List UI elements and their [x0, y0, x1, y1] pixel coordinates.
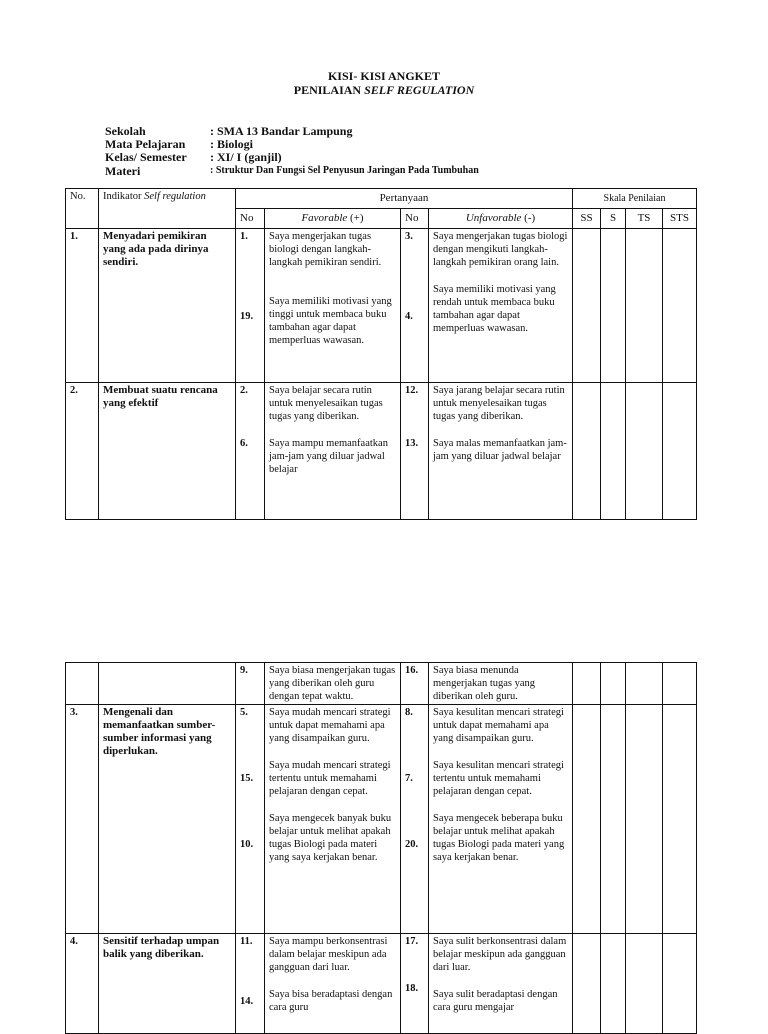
fav-statements [265, 383, 401, 520]
fav-numbers [236, 663, 265, 705]
header-indikator [99, 189, 236, 229]
fav-statement: Saya mampu memanfaatkan jam-jam yang diluar jadwal belajar [269, 438, 388, 475]
scale-s-cell[interactable] [601, 934, 626, 1034]
unfav-numbers [401, 383, 429, 520]
fav-number: 19. [240, 311, 254, 322]
table-row [66, 934, 697, 1034]
fav-number: 14. [240, 996, 254, 1007]
scale-ts-cell[interactable] [626, 663, 663, 705]
unfav-number: 3. [405, 231, 413, 242]
header-s: S [601, 209, 626, 229]
scale-ts-cell[interactable] [626, 705, 663, 934]
unfav-statement: Saya sulit beradaptasi dengan cara guru mengajar [433, 989, 558, 1013]
unfav-numbers [401, 229, 429, 383]
header-ss: SS [573, 209, 601, 229]
unfav-number: 12. [405, 385, 419, 396]
unfav-statements [429, 663, 573, 705]
scale-sts-cell[interactable] [663, 229, 697, 383]
unfav-statements [429, 934, 573, 1034]
fav-numbers [236, 229, 265, 383]
header-pertanyaan: Pertanyaan [236, 189, 573, 209]
unfav-statement: Saya memiliki motivasi yang rendah untuk membaca buku tambahan agar dapat memperluas wawasan. [433, 284, 556, 334]
fav-numbers [236, 934, 265, 1034]
row-number: 4. [66, 934, 99, 1034]
unfav-statements [429, 705, 573, 934]
fav-number: 9. [240, 665, 248, 676]
fav-statements [265, 663, 401, 705]
unfav-number: 8. [405, 707, 413, 718]
unfav-numbers [401, 705, 429, 934]
header-indikator-italic: Self regulation [144, 191, 206, 202]
info-label-materi: Materi [105, 164, 141, 178]
row-number [66, 663, 99, 705]
unfav-statement: Saya sulit berkonsentrasi dalam belajar meskipun ada gangguan dari luar. [433, 936, 567, 973]
unfav-statement: Saya jarang belajar secara rutin untuk menyelesaikan tugas tugas yang diberikan. [433, 385, 565, 422]
fav-statements [265, 705, 401, 934]
fav-numbers [236, 705, 265, 934]
fav-statement: Saya belajar secara rutin untuk menyelesaikan tugas tugas yang diberikan. [269, 385, 383, 422]
header-favorable [265, 209, 401, 229]
unfav-statement: Saya biasa menunda mengerjakan tugas yang diberikan oleh guru. [433, 665, 536, 702]
header-no: No. [66, 189, 99, 229]
header-unfavorable-suffix: (-) [521, 212, 536, 224]
fav-number: 1. [240, 231, 248, 242]
row-indikator: Sensitif terhadap umpan balik yang diberikan. [99, 934, 236, 1034]
unfav-number: 13. [405, 438, 419, 449]
unfav-numbers [401, 934, 429, 1034]
scale-ts-cell[interactable] [626, 229, 663, 383]
fav-statement: Saya memiliki motivasi yang tinggi untuk membaca buku tambahan agar dapat memperluas wawasan. [269, 296, 392, 346]
scale-ts-cell[interactable] [626, 934, 663, 1034]
scale-s-cell[interactable] [601, 663, 626, 705]
scale-sts-cell[interactable] [663, 934, 697, 1034]
fav-number: 11. [240, 936, 253, 947]
info-value-sekolah: : SMA 13 Bandar Lampung [210, 124, 353, 138]
header-skala: Skala Penilaian [573, 189, 697, 209]
header-ts: TS [626, 209, 663, 229]
unfav-numbers [401, 663, 429, 705]
info-label-kelas: Kelas/ Semester [105, 150, 187, 164]
scale-ts-cell[interactable] [626, 383, 663, 520]
scale-sts-cell[interactable] [663, 383, 697, 520]
header-sub-no-fav: No [236, 209, 265, 229]
table-row [66, 705, 697, 934]
row-indikator: Menyadari pemikiran yang ada pada dirinya sendiri. [99, 229, 236, 383]
info-label-sekolah: Sekolah [105, 124, 146, 138]
scale-ss-cell[interactable] [573, 383, 601, 520]
fav-number: 10. [240, 839, 254, 850]
fav-statement: Saya mampu berkonsentrasi dalam belajar meskipun ada gangguan dari luar. [269, 936, 388, 973]
fav-statement: Saya mengerjakan tugas biologi dengan langkah-langkah pemikiran sendiri. [269, 231, 382, 268]
row-number: 3. [66, 705, 99, 934]
unfav-number: 16. [405, 665, 419, 676]
page-title: KISI- KISI ANGKET [327, 69, 441, 83]
row-indikator: Membuat suatu rencana yang efektif [99, 383, 236, 520]
unfav-statements [429, 383, 573, 520]
unfav-statement: Saya kesulitan mencari strategi tertentu untuk memahami pelajaran dengan cepat. [433, 760, 564, 797]
fav-number: 6. [240, 438, 248, 449]
fav-statement: Saya biasa mengerjakan tugas yang diberikan oleh guru dengan tepat waktu. [269, 665, 396, 702]
header-sts: STS [663, 209, 697, 229]
fav-statement: Saya mudah mencari strategi tertentu untuk memahami pelajaran dengan cepat. [269, 760, 391, 797]
scale-sts-cell[interactable] [663, 705, 697, 934]
info-value-mata-pelajaran: : Biologi [210, 137, 254, 151]
info-label-mata-pelajaran: Mata Pelajaran [105, 137, 186, 151]
fav-statements [265, 229, 401, 383]
header-sub-no-unfav: No [401, 209, 429, 229]
scale-ss-cell[interactable] [573, 663, 601, 705]
subtitle-prefix: PENILAIAN [293, 83, 365, 97]
row-indikator [99, 663, 236, 705]
unfav-number: 17. [405, 936, 419, 947]
table-row [66, 383, 697, 520]
row-number: 2. [66, 383, 99, 520]
scale-s-cell[interactable] [601, 383, 626, 520]
scale-ss-cell[interactable] [573, 934, 601, 1034]
row-indikator: Mengenali dan memanfaatkan sumber-sumber informasi yang diperlukan. [99, 705, 236, 934]
scale-s-cell[interactable] [601, 229, 626, 383]
scale-sts-cell[interactable] [663, 663, 697, 705]
kisi-table-1 [65, 188, 697, 520]
scale-ss-cell[interactable] [573, 705, 601, 934]
fav-statement: Saya bisa beradaptasi dengan cara guru [269, 989, 393, 1013]
header-favorable-suffix: (+) [347, 212, 364, 224]
subtitle-italic: SELF REGULATION [364, 83, 475, 97]
kisi-table-2 [65, 662, 697, 1034]
unfav-statement: Saya kesulitan mencari strategi untuk dapat memahami apa yang disampaikan guru. [433, 707, 564, 744]
info-value-materi: : Struktur Dan Fungsi Sel Penyusun Jaringan Pada Tumbuhan [210, 165, 479, 176]
header-indikator-prefix: Indikator [103, 191, 145, 202]
page-subtitle [0, 83, 768, 98]
fav-number: 2. [240, 385, 248, 396]
unfav-number: 4. [405, 311, 413, 322]
table-row [66, 229, 697, 383]
header-favorable-italic: Favorable [301, 212, 348, 224]
fav-statement: Saya mengecek banyak buku belajar untuk melihat apakah tugas Biologi pada materi yang saya kerjakan benar. [269, 813, 392, 863]
fav-numbers [236, 383, 265, 520]
unfav-statements [429, 229, 573, 383]
scale-ss-cell[interactable] [573, 229, 601, 383]
unfav-statement: Saya malas memanfaatkan jam-jam yang diluar jadwal belajar [433, 438, 567, 462]
fav-number: 5. [240, 707, 248, 718]
unfav-number: 20. [405, 839, 419, 850]
unfav-statement: Saya mengecek beberapa buku belajar untuk melihat apakah tugas Biologi pada materi yang saya kerjakan benar. [433, 813, 565, 863]
scale-s-cell[interactable] [601, 705, 626, 934]
unfav-number: 7. [405, 773, 413, 784]
unfav-statement: Saya mengerjakan tugas biologi dengan mengikuti langkah-langkah pemikiran orang lain. [433, 231, 568, 268]
header-unfavorable [429, 209, 573, 229]
row-number: 1. [66, 229, 99, 383]
fav-statement: Saya mudah mencari strategi untuk dapat memahami apa yang disampaikan guru. [269, 707, 391, 744]
fav-number: 15. [240, 773, 254, 784]
table-row [66, 663, 697, 705]
header-unfavorable-italic: Unfavorable [465, 212, 522, 224]
info-value-kelas: : XI/ I (ganjil) [210, 150, 282, 164]
unfav-number: 18. [405, 983, 419, 994]
fav-statements [265, 934, 401, 1034]
